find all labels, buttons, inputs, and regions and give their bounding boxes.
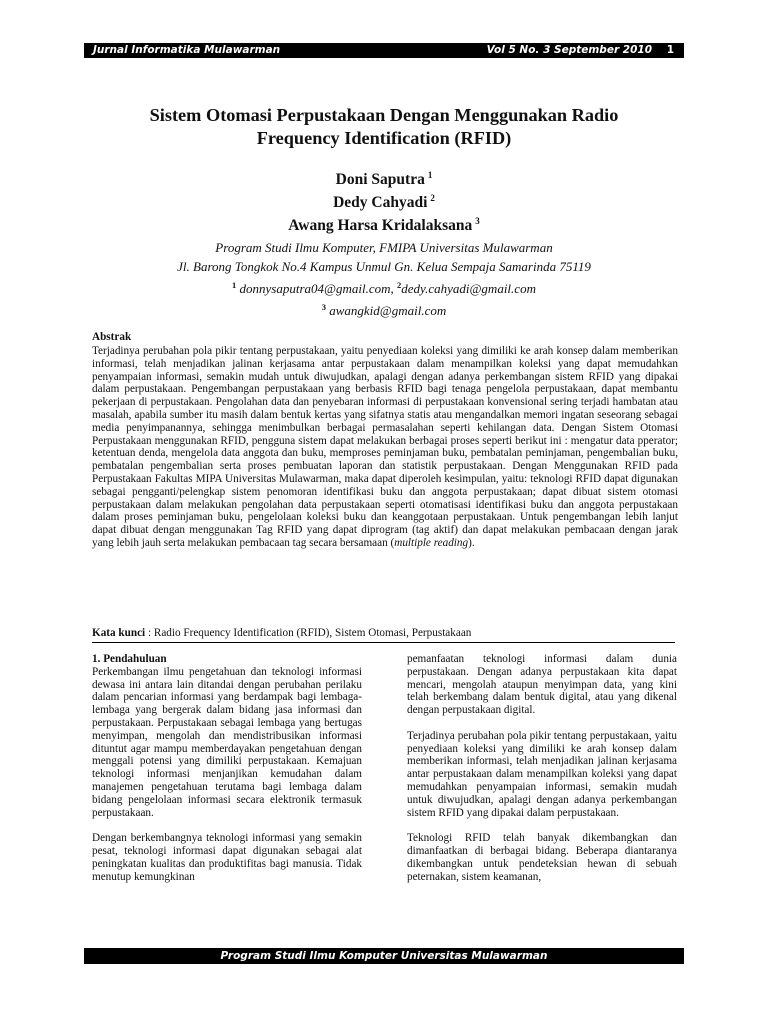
affiliation-block xyxy=(84,238,684,320)
body-paragraph: Terjadinya perubahan pola pikir tentang perpustakaan, yaitu penyediaan koleksi yang dimiliki ke arah konsep dalam memberikan informasi, telah menjadikan jalinan kerjasama antar perpustakaan dalam menampilkan koleksi yang dapat memudahkan penyampaian informasi, semakin mudah untuk diwujudkan, apalagi dengan adanya perkembangan sistem RFID yang dipakai dalam perpustakaan. xyxy=(407,729,677,819)
institution-footer-bar xyxy=(84,948,684,964)
abstract-body: Terjadinya perubahan pola pikir tentang perpustakaan, yaitu penyediaan koleksi yang dimiliki ke arah konsep dalam memberikan informasi, telah menjadikan jalinan kerjasama antar perpustakaan dalam menampilkan koleksi yang dapat memudahkan penyampaian informasi, semakin mudah untuk diwujudkan, apalagi dengan adanya perkembangan sistem RFID yang dipakai dalam perpustakaan. Pengembangan perpustakaan yang berbasis RFID bagi tenaga pengelola perpustakaan, dapat membantu pekerjaan di perpustakaan. Pengolahan data dan penyebaran informasi di perpustakaan konvensional sering terjadi hambatan atau masalah, apabila sumber itu masih dalam bentuk kertas yang sifatnya statis atau mengandalkan memori ingatan seseorang sebagai media penyimpanannya, sehingga menimbulkan berbagai permasalahan seperti kehilangan data. Dengan Sistem Otomasi Perpustakaan menggunakan RFID, pengguna sistem dapat melakukan berbagai proses seperti berikut ini : mengatur data pperator; ketentuan denda, mengelola data anggota dan buku, memproses peminjaman buku, pembatalan peminjaman, pengembalian buku, pembatalan pengembalian serta proses pembuatan laporan dan statistik perpustakaan. Dengan Menggunakan RFID pada Perpustakaan Fakultas MIPA Universitas Mulawarman, maka dapat diperoleh kesimpulan, yaitu: teknologi RFID dapat digunakan sebagai pengganti/pelengkap sistem penomoran identifikasi buku dan anggota perpustakaan; dapat dibuat sistem otomasi perpustakaan dalam melakukan pengolahan data perpustakaan seperti otomatisasi identifikasi buku dan anggota perpustakaan dalam proses peminjaman buku, pengelolaan koleksi buku dan keanggotaan perpustakaan. Untuk pengembangan lebih lanjut dapat dibuat dengan menggunakan Tag RFID yang dapat diprogram (tag aktif) dan dapat melakukan pembacaan dengan jarak yang lebih jauh serta melakukan pembacaan tag secara bersamaan ( xyxy=(92,345,678,549)
paper-title-line-2: Frequency Identification (RFID) xyxy=(256,128,512,148)
author-name: Awang Harsa Kridalaksana xyxy=(288,217,473,234)
author-affil-mark: 2 xyxy=(430,193,435,203)
section-heading: 1. Pendahuluan xyxy=(92,653,167,665)
body-paragraph: Dengan berkembangnya teknologi informasi yang semakin pesat, teknologi informasi dapat digunakan sebagai alat peningkatan kualitas dan produktifitas bagi manusia. Tidak menutup kemungkinan xyxy=(92,832,362,883)
abstract-text xyxy=(92,345,678,550)
abstract-heading: Abstrak xyxy=(92,331,132,343)
body-paragraph: Perkembangan ilmu pengetahuan dan teknologi informasi dewasa ini antara lain ditandai dengan perubahan perilaku dalam pencarian informasi yang berdampak bagi lembaga-lembaga yang bergerak dalam bidang jasa informasi dan perpustakaan. Perpustakaan sebagai lembaga yang bertugas menyimpan, mengolah dan mendistribusikan informasi dituntut agar mampu memberdayakan pengetahuan dengan menggali potensi yang dimiliki perpustakaan. Kemajuan teknologi informasi menjanjikan kemudahan dalam manajemen pengetahuan terutama bagi lembaga dalam bidang pengelolaan informasi secara elektronik termasuk perpustakaan. xyxy=(92,665,362,819)
paper-title-line-1: Sistem Otomasi Perpustakaan Dengan Menggunakan Radio xyxy=(149,105,619,125)
author-affil-mark: 1 xyxy=(427,170,433,180)
keywords-label: Kata kunci xyxy=(92,627,146,639)
journal-volume: Vol 5 No. 3 September 2010 xyxy=(486,44,652,56)
abstract-italic-term: multiple reading xyxy=(394,536,469,549)
author xyxy=(84,212,684,235)
left-column xyxy=(92,653,362,896)
email-link-2[interactable]: dedy.cahyadi@gmail.com xyxy=(401,281,536,296)
section-divider xyxy=(92,642,675,643)
keywords-line xyxy=(92,627,471,639)
keywords-value: : Radio Frequency Identification (RFID), Sistem Otomasi, Perpustakaan xyxy=(145,627,472,639)
author-affil-mark: 3 xyxy=(475,216,480,226)
author xyxy=(84,189,684,212)
author-name: Doni Saputra xyxy=(335,171,425,188)
author-list xyxy=(84,166,684,235)
page-number: 1 xyxy=(666,44,674,56)
affiliation-email-line-3 xyxy=(84,298,684,320)
affiliation-program: Program Studi Ilmu Komputer, FMIPA Universitas Mulawarman xyxy=(215,240,553,255)
journal-name: Jurnal Informatika Mulawarman xyxy=(93,44,281,56)
paper-title xyxy=(84,104,684,150)
footer-text: Program Studi Ilmu Komputer Universitas Mulawarman xyxy=(220,950,548,962)
author-name: Dedy Cahyadi xyxy=(333,194,428,211)
email-mark: 2 xyxy=(397,280,402,290)
affiliation-emails-line xyxy=(84,276,684,298)
journal-header-bar xyxy=(84,43,684,58)
email-link-3[interactable]: awangkid@gmail.com xyxy=(329,303,447,318)
body-paragraph: Teknologi RFID telah banyak dikembangkan dan dimanfaatkan di berbagai bidang. Beberapa diantaranya dikembangkan untuk pendeteksian hewan di sebuah peternakan, sistem keamanan, xyxy=(407,832,677,883)
author xyxy=(84,166,684,189)
email-mark: 3 xyxy=(321,302,326,312)
body-paragraph: pemanfaatan teknologi informasi dalam dunia perpustakaan. Dengan adanya perpustakaan kita dapat mencari, mengolah ataupun menyimpan data, yang kini telah berkembang dalam bentuk digital, atau yang dikenal dengan perpustakaan digital. xyxy=(407,653,677,717)
email-mark: 1 xyxy=(232,280,237,290)
abstract-end: ). xyxy=(468,536,475,549)
email-link-1[interactable]: donnysaputra04@gmail.com, xyxy=(239,281,394,296)
right-column xyxy=(407,653,677,896)
affiliation-address: Jl. Barong Tongkok No.4 Kampus Unmul Gn. Kelua Sempaja Samarinda 75119 xyxy=(177,259,591,274)
